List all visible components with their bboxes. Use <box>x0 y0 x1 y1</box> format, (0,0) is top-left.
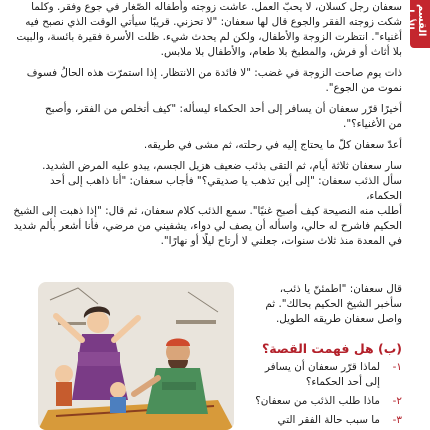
story-line: أعدّ سعفان كلّ ما يحتاج إليه في رحلته، ثم مشى في طريقه. <box>143 139 402 151</box>
story-continuation <box>247 282 402 428</box>
story-illustration <box>38 282 234 430</box>
story-line: شكت زوجته الفقر والجوع قال لها سعفان: "لا تحزني. قريبًا سيأتي الوقت الذي نصبح فيه <box>25 16 402 28</box>
story-line: سعفان رجل كسلان، لا يحبّ العمل. عاشت زوجته وأطفاله الصّغار في جوع وفقر. وكلما <box>31 1 402 13</box>
section-tab <box>404 0 430 48</box>
story-line: بلا أثاث أو فرش، والمطبخ بلا طعام، والأطفال بلا ملابس. <box>160 46 402 58</box>
story-line: الحكيم فاشرح له حالي، واسأله أن يصف لي دواء، يشفيني من مرضي، فأنا أشعر بألم شديد <box>13 220 402 232</box>
question-number: ٢- <box>392 395 402 407</box>
story-line: في المعدة منذ ثلاث سنوات، جعلني لا أرتاح ليلًا أو نهارًا". <box>160 235 402 247</box>
question-text: ماذا طلب الذئب من سعفان؟ <box>255 395 380 407</box>
question-text: ما سبب حالة الفقر التي <box>277 414 380 426</box>
question-item <box>247 360 402 390</box>
story-text <box>12 0 402 249</box>
question-number: ١- <box>392 361 402 373</box>
story-line: أطلب منه النصيحة كيف أصبح غنيًا". سمع الذئب كلام سعفان، ثم قال: "إذا ذهبت إلى الشيخ <box>13 205 402 217</box>
question-text: لماذا قرّر سعفان أن يسافر إلى أحد الحكماء؟ <box>264 361 380 388</box>
story-line: سأخبر الشيخ الحكيم بحالك". ثم <box>265 298 402 310</box>
story-line: من الأغنياء؟". <box>343 118 402 130</box>
question-item <box>247 413 402 428</box>
story-line: أغنياء". انتظرت الزوجة والأطفال، ولكن لم يحدث شيء. ظلت الأسرة فقيرة بائسة، والبيت <box>16 31 402 43</box>
story-line: ذات يوم صاحت الزوجة في غضب: "لا فائدة من الانتظار. إذا استمرّت هذه الحالُ فسوف <box>26 67 402 79</box>
comprehension-section-title: (ب) هل فهمت القصة؟ <box>261 341 402 356</box>
question-item <box>247 394 402 409</box>
story-line: قال سعفان: "اطمئنّ يا ذئب، <box>279 283 402 295</box>
story-line: واصل سعفان طريقه الطويل. <box>275 313 402 325</box>
section-tab-label: القسم الأول <box>404 4 427 37</box>
story-line: نموت من الجوع". <box>325 82 402 94</box>
story-line: سار سعفان ثلاثة أيام، ثم التقى بذئب ضعيف هزيل الجسم، يبدو عليه المرض الشديد. <box>42 160 402 172</box>
story-line: سأل الذئب سعفان: "إلى أين تذهب يا صديقي؟" فأجاب سعفان: "أنا ذاهب إلى أحد الحكماء، <box>49 175 402 202</box>
story-line: أخيرًا قرّر سعفان أن يسافر إلى أحد الحكماء ليسأله: "كيف أتخلص من الفقر، وأصبح <box>44 103 402 115</box>
question-number: ٣- <box>392 414 402 426</box>
